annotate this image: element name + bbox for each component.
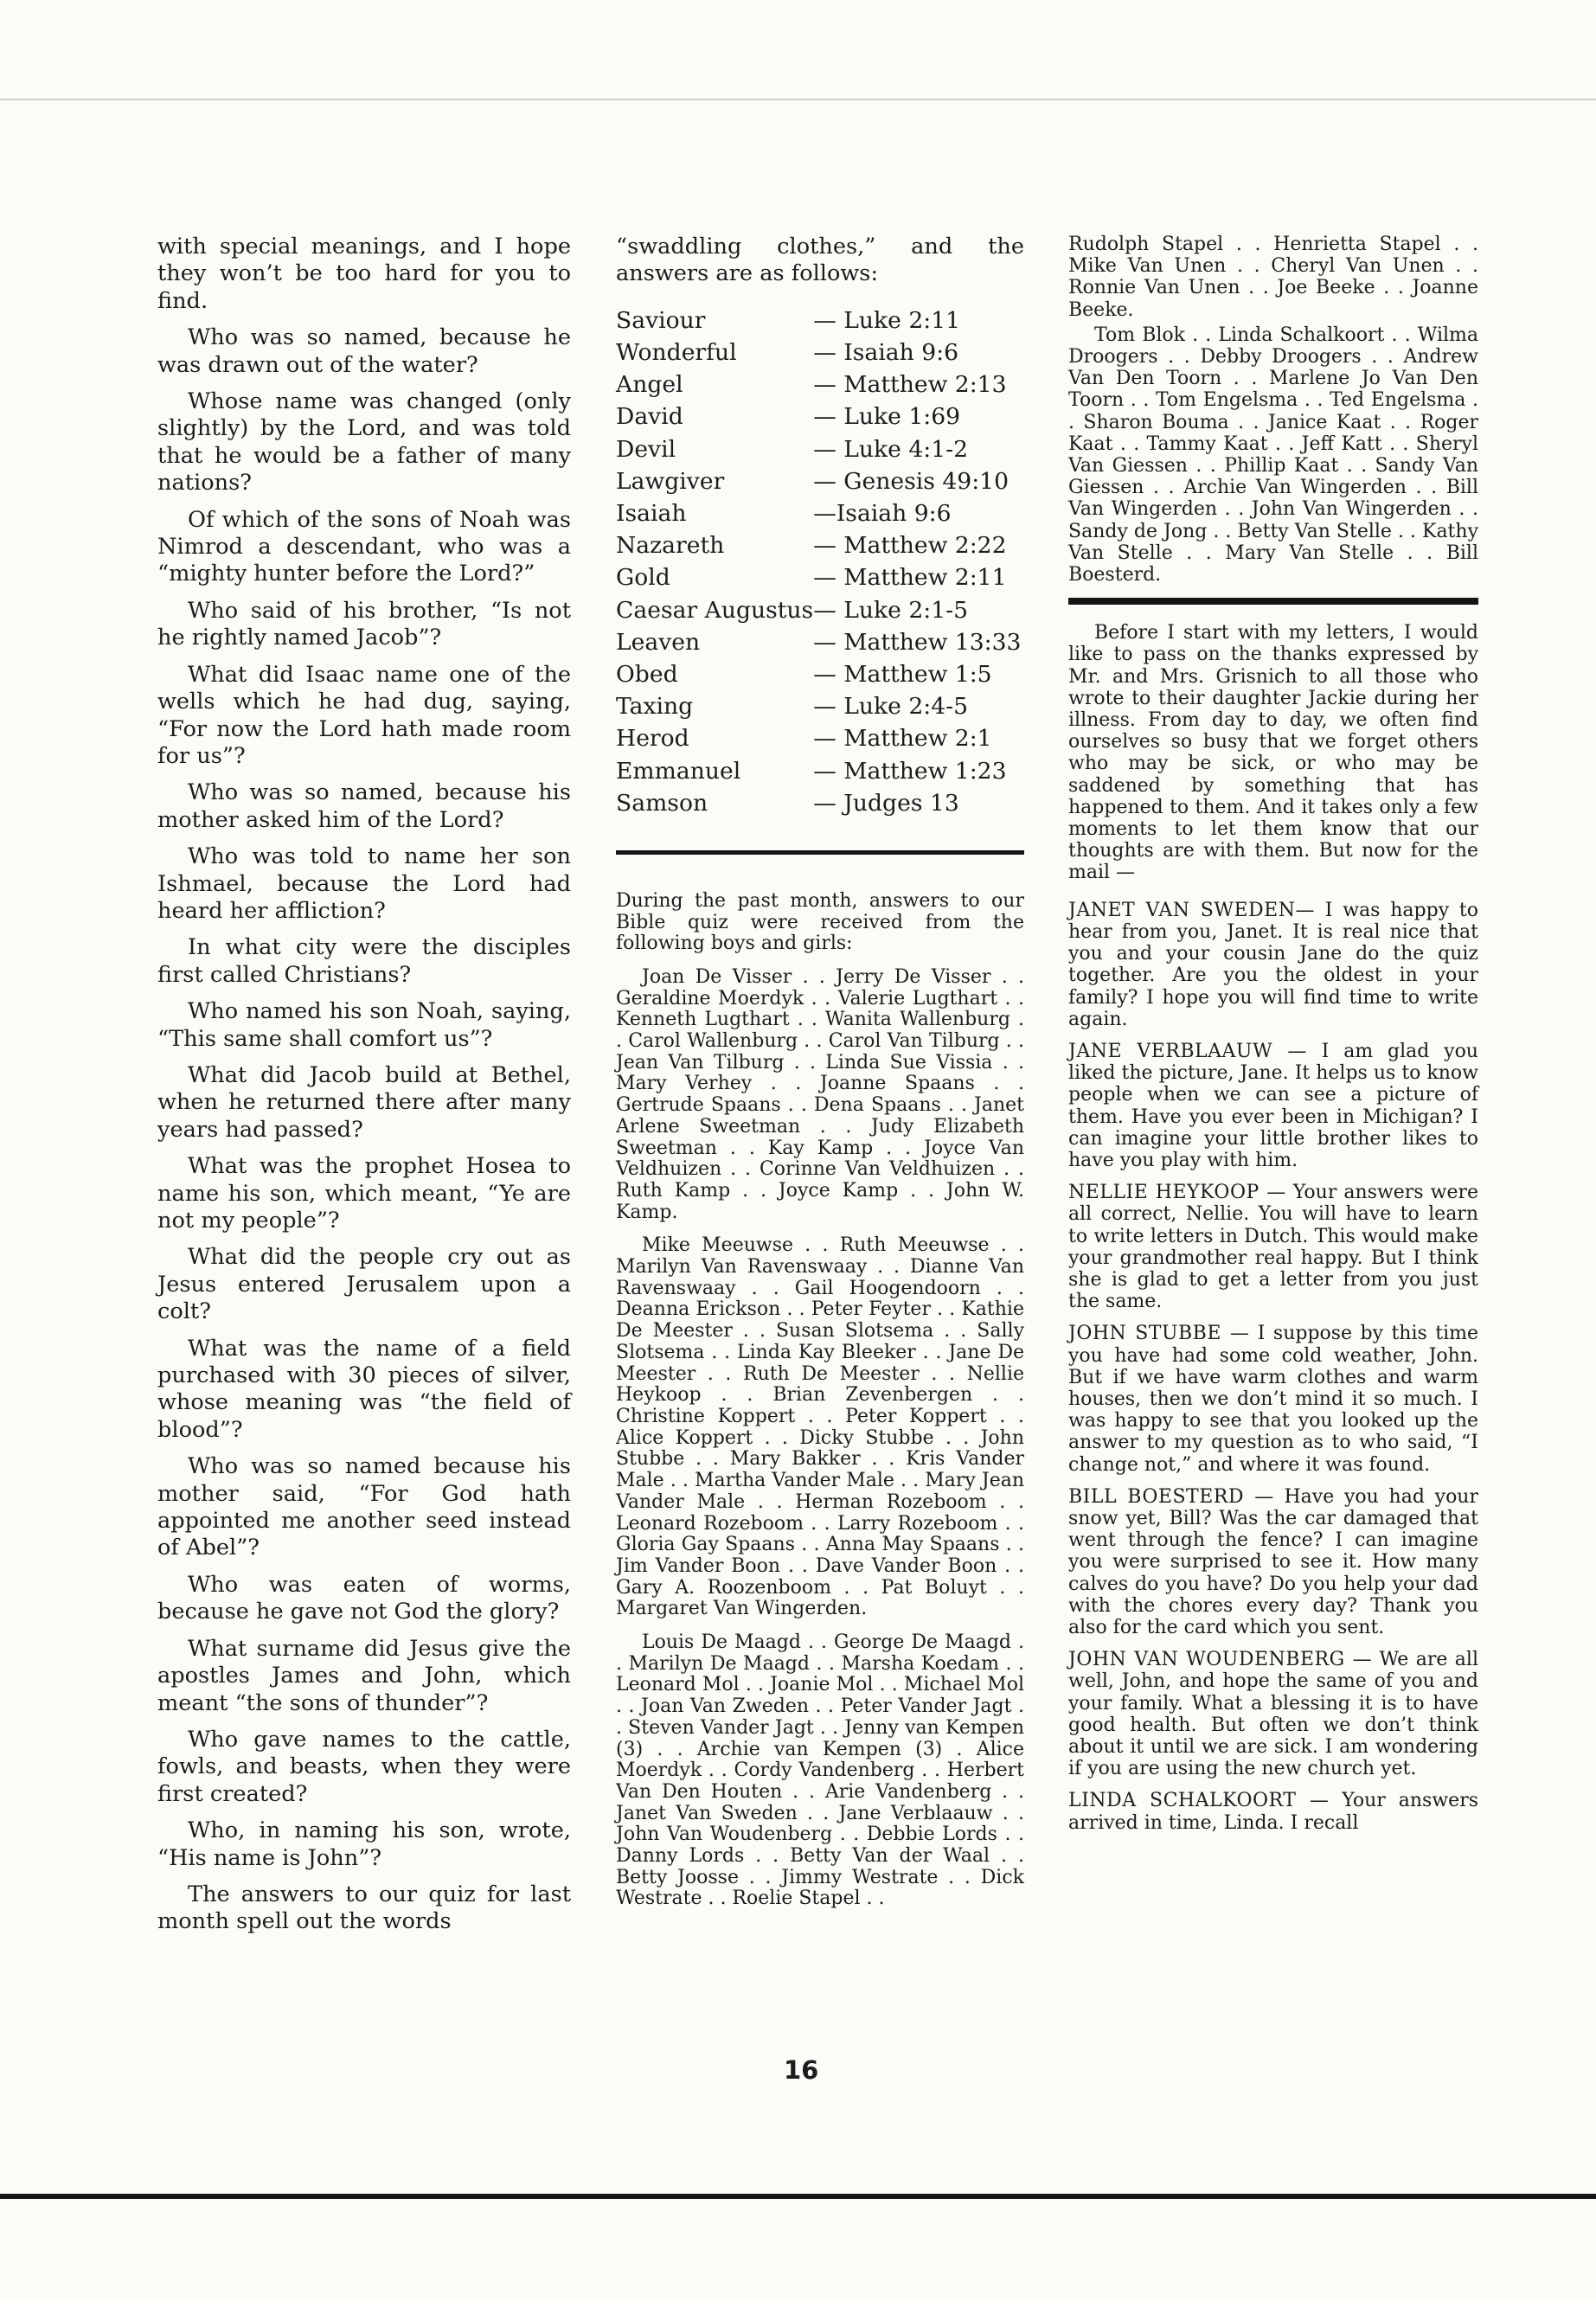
answer-row <box>616 304 1021 336</box>
letter-reply <box>1068 1323 1478 1475</box>
page-number: 16 <box>784 2055 819 2085</box>
letter-text: Your answers were all correct, Nellie. You will have to learn to write letters in Dutch. This would make your grandmother real happy. But I think she is glad to get a letter from you just the same. <box>1068 1182 1478 1313</box>
answer-name: Saviour <box>616 306 706 334</box>
answer-row <box>616 658 1021 690</box>
letters-column <box>1068 234 1478 1844</box>
quiz-question: Who named his son Noah, saying, “This same shall comfort us”? <box>157 998 571 1052</box>
letter-recipient: NELLIE HEYKOOP — <box>1068 1182 1286 1204</box>
page-bottom-rule <box>0 2194 1596 2199</box>
respondents-list-continued: Tom Blok . . Linda Schalkoort . . Wilma Droogers . . Debby Droogers . . Andrew Van Den Toorn . . Marlene Jo Van Den Toorn . . Tom Engelsma . . Ted Engelsma . . Sharon Bouma . . Janice Kaat . . Roger Kaat . . Tammy Kaat . . Jeff Katt . . Sheryl Van Giessen . . Phillip Kaat . . Sandy Van Giessen . . Archie Van Wingerden . . Bill Van Wingerden . . John Van Wingerden . . Sandy de Jong . . Betty Van Stelle . . Kathy Van Stelle . . Mary Van Stelle . . Bill Boesterd. <box>1068 324 1478 586</box>
letters-intro: Before I start with my letters, I would like to pass on the thanks expressed by Mr. and Mrs. Grisnich to all those who wrote to their daughter Jackie during her illness. From day to day, we often find ourselves so busy that we forget others who may be sick, or who may be saddened by something that has happened to them. And it takes only a few moments to let them know that our thoughts are with them. But now for the mail — <box>1068 622 1478 884</box>
answer-reference: — Matthew 2:13 <box>813 371 1007 399</box>
quiz-question: Who was eaten of worms, because he gave not God the glory? <box>157 1571 571 1625</box>
letter-recipient: JOHN STUBBE — <box>1068 1323 1250 1345</box>
respondents-list: Joan De Visser . . Jerry De Visser . . Geraldine Moerdyk . . Valerie Lugthart . . Kenneth Lugthart . . Wanita Wallenburg . . Carol Wallenburg . . Carol Van Tilburg . . Jean Van Tilburg . . Linda Sue Vissia . . Mary Verhey . . Joanne Spaans . . Gertrude Spaans . . Dena Spaans . . Janet Arlene Sweetman . . Judy Elizabeth Sweetman . . Kay Kamp . . Joyce Van Veldhuizen . . Corinne Van Veldhuizen . . Ruth Kamp . . Joyce Kamp . . John W. Kamp. <box>616 965 1024 1223</box>
letter-text: I was happy to hear from you, Janet. It is real nice that you and your cousin Jane do the quiz together. Are you the oldest in your family? I hope you will find time to write again. <box>1068 899 1478 1030</box>
letter-text: Have you had your snow yet, Bill? Was the car damaged that went through the fence? I can imagine you were surprised to see it. How many calves do you have? Do you help your dad with the chores every day? Thank you also for the card which you sent. <box>1068 1485 1478 1638</box>
answer-row <box>616 754 1021 786</box>
section-divider <box>616 850 1024 855</box>
answer-reference: — Matthew 1:5 <box>813 660 992 688</box>
quiz-paragraph: with special meanings, and I hope they won’t be too hard for you to find. <box>157 234 571 314</box>
respondents-list: Mike Meeuwse . . Ruth Meeuwse . . Marilyn Van Ravenswaay . . Dianne Van Ravenswaay . . Gail Hoogendoorn . . Deanna Erickson . . Peter Feyter . . Kathie De Meester . . Susan Slotsema . . Sally Slotsema . . Linda Kay Bleeker . . Jane De Meester . . Ruth De Meester . . Nellie Heykoop . . Brian Zevenbergen . . Christine Koppert . . Peter Koppert . . Alice Koppert . . Dicky Stubbe . . John Stubbe . . Mary Bakker . . Kris Vander Male . . Martha Vander Male . . Mary Jean Vander Male . . Herman Rozeboom . . Leonard Rozeboom . . Larry Rozeboom . . Gloria Gay Spaans . . Anna May Spaans . . Jim Vander Boon . . Dave Vander Boon . . Gary A. Roozenboom . . Pat Boluyt . . Margaret Van Wingerden. <box>616 1234 1024 1620</box>
answer-row <box>616 369 1021 401</box>
answers-table <box>616 304 1021 819</box>
quiz-question: What was the prophet Hosea to name his son, which meant, “Ye are not my people”? <box>157 1153 571 1234</box>
quiz-question: Who, in naming his son, wrote, “His name is John”? <box>157 1817 571 1871</box>
quiz-question: What did Isaac name one of the wells which he had dug, saying, “For now the Lord hath made room for us”? <box>157 661 571 769</box>
answer-reference: — Matthew 2:1 <box>813 725 992 753</box>
answer-row <box>616 465 1021 497</box>
quiz-question: Whose name was changed (only slightly) by the Lord, and was told that he would be a father of many nations? <box>157 388 571 497</box>
answer-row <box>616 561 1021 593</box>
answer-row <box>616 594 1021 626</box>
answer-name: Nazareth <box>616 532 725 560</box>
quiz-question: Who said of his brother, “Is not he rightly named Jacob”? <box>157 597 571 651</box>
letter-recipient: JANET VAN SWEDEN— <box>1068 899 1315 921</box>
quiz-question: Who was told to name her son Ishmael, because the Lord had heard her affliction? <box>157 843 571 924</box>
respondents-list: Louis De Maagd . . George De Maagd . . Marilyn De Maagd . . Marsha Koedam . . Leonard Mol . . Joanie Mol . . Michael Mol . . Joan Van Zweden . . Peter Vander Jagt . . Steven Vander Jagt . . Jenny van Kempen (3) . . Archie van Kempen (3) . Alice Moerdyk . . Cordy Vandenberg . . Herbert Van Den Houten . . Arie Vandenberg . . Janet Van Sweden . . Jane Verblaauw . . John Van Woudenberg . . Debbie Lords . . Danny Lords . . Betty Van der Waal . . Betty Joosse . . Jimmy Westrate . . Dick Westrate . . Roelie Stapel . . <box>616 1631 1024 1910</box>
answer-row <box>616 401 1021 433</box>
letter-recipient: JOHN VAN WOUDENBERG — <box>1068 1649 1373 1671</box>
letter-reply <box>1068 1486 1478 1638</box>
quiz-question: Who was so named, because his mother asked him of the Lord? <box>157 779 571 833</box>
answer-name: Samson <box>616 789 708 817</box>
letter-recipient: LINDA SCHALKOORT — <box>1068 1790 1330 1812</box>
quiz-question: What was the name of a field purchased with 30 pieces of silver, whose meaning was “the field of blood”? <box>157 1335 571 1443</box>
letter-reply <box>1068 1649 1478 1779</box>
letter-reply <box>1068 1790 1478 1833</box>
answer-reference: — Genesis 49:10 <box>813 467 1009 495</box>
answers-intro-continued: “swaddling clothes,” and the answers are as follows: <box>616 234 1024 287</box>
answers-intro-paragraph: The answers to our quiz for last month spell out the words <box>157 1881 571 1935</box>
answer-reference: — Luke 2:4-5 <box>813 693 969 721</box>
letter-reply <box>1068 1041 1478 1171</box>
quiz-question: What surname did Jesus give the apostles James and John, which meant “the sons of thunder”? <box>157 1635 571 1716</box>
answer-name: Wonderful <box>616 339 737 367</box>
quiz-question: What did Jacob build at Bethel, when he returned there after many years had passed? <box>157 1061 571 1143</box>
letter-text: We are all well, John, and hope the same of you and your family. What a blessing it is to have good health. But often we don’t think about it until we are sick. I am wondering if you are using the new church yet. <box>1068 1649 1478 1780</box>
answer-reference: — Judges 13 <box>813 789 959 817</box>
answer-name: Herod <box>616 725 689 753</box>
answer-name: Obed <box>616 660 678 688</box>
page-top-edge <box>0 99 1596 100</box>
letter-recipient: JANE VERBLAAUW — <box>1068 1040 1307 1062</box>
answer-reference: — Luke 2:1-5 <box>813 596 969 624</box>
answer-reference: — Matthew 13:33 <box>813 628 1022 656</box>
answer-row <box>616 336 1021 369</box>
answer-reference: — Luke 1:69 <box>813 403 961 431</box>
answer-row <box>616 529 1021 561</box>
section-divider <box>1068 598 1478 605</box>
letter-reply <box>1068 1182 1478 1312</box>
quiz-question: Who gave names to the cattle, fowls, and beasts, when they were first created? <box>157 1726 571 1807</box>
respondents-list-continued: Rudolph Stapel . . Henrietta Stapel . . Mike Van Unen . . Cheryl Van Unen . . Ronnie Van Unen . . Joe Beeke . . Joanne Beeke. <box>1068 234 1478 321</box>
letter-recipient: BILL BOESTERD — <box>1068 1485 1274 1508</box>
letter-text: Your answers arrived in time, Linda. I recall <box>1068 1790 1478 1834</box>
quiz-question: Who was so named because his mother said, “For God hath appointed me another seed instead of Abel”? <box>157 1453 571 1561</box>
respondents-intro: During the past month, answers to our Bible quiz were received from the following boys and girls: <box>616 889 1024 955</box>
quiz-question: In what city were the disciples first called Christians? <box>157 934 571 988</box>
quiz-question: What did the people cry out as Jesus entered Jerusalem upon a colt? <box>157 1244 571 1325</box>
answer-row <box>616 433 1021 465</box>
quiz-questions-column <box>157 234 571 1945</box>
answer-row <box>616 497 1021 529</box>
answer-row <box>616 690 1021 722</box>
answer-reference: — Matthew 2:22 <box>813 532 1007 560</box>
answer-name: Taxing <box>616 693 694 721</box>
answer-reference: — Isaiah 9:6 <box>813 339 958 367</box>
letter-reply <box>1068 900 1478 1030</box>
answer-name: David <box>616 403 683 431</box>
letter-text: I suppose by this time you have had some cold weather, John. But if we have warm clothes and warm houses, then we don’t mind it so much. I was happy to see that you looked up the answer to my question as to who said, “I change not,” and where it was found. <box>1068 1323 1478 1476</box>
quiz-question: Who was so named, because he was drawn out of the water? <box>157 324 571 378</box>
answer-name: Leaven <box>616 628 701 656</box>
answer-reference: — Luke 4:1-2 <box>813 435 969 463</box>
answer-name: Angel <box>616 371 683 399</box>
answer-row <box>616 626 1021 658</box>
answer-name: Devil <box>616 435 676 463</box>
answer-name: Lawgiver <box>616 467 725 495</box>
answer-name: Isaiah <box>616 500 687 528</box>
answers-column <box>616 234 1024 1922</box>
answer-reference: —Isaiah 9:6 <box>813 500 952 528</box>
answer-row <box>616 722 1021 754</box>
answer-reference: — Matthew 2:11 <box>813 564 1007 592</box>
answer-reference: — Matthew 1:23 <box>813 757 1007 785</box>
answer-row <box>616 787 1021 819</box>
answer-reference: — Luke 2:11 <box>813 306 961 334</box>
quiz-question: Of which of the sons of Noah was Nimrod a descendant, who was a “mighty hunter before the Lord?” <box>157 506 571 587</box>
answer-name: Caesar Augustus <box>616 596 814 624</box>
answer-name: Emmanuel <box>616 757 741 785</box>
letter-text: I am glad you liked the picture, Jane. It helps us to know people when we can see a picture of them. Have you ever been in Michigan? I can imagine your little brother likes to have you play with him. <box>1068 1040 1478 1171</box>
answer-name: Gold <box>616 564 670 592</box>
